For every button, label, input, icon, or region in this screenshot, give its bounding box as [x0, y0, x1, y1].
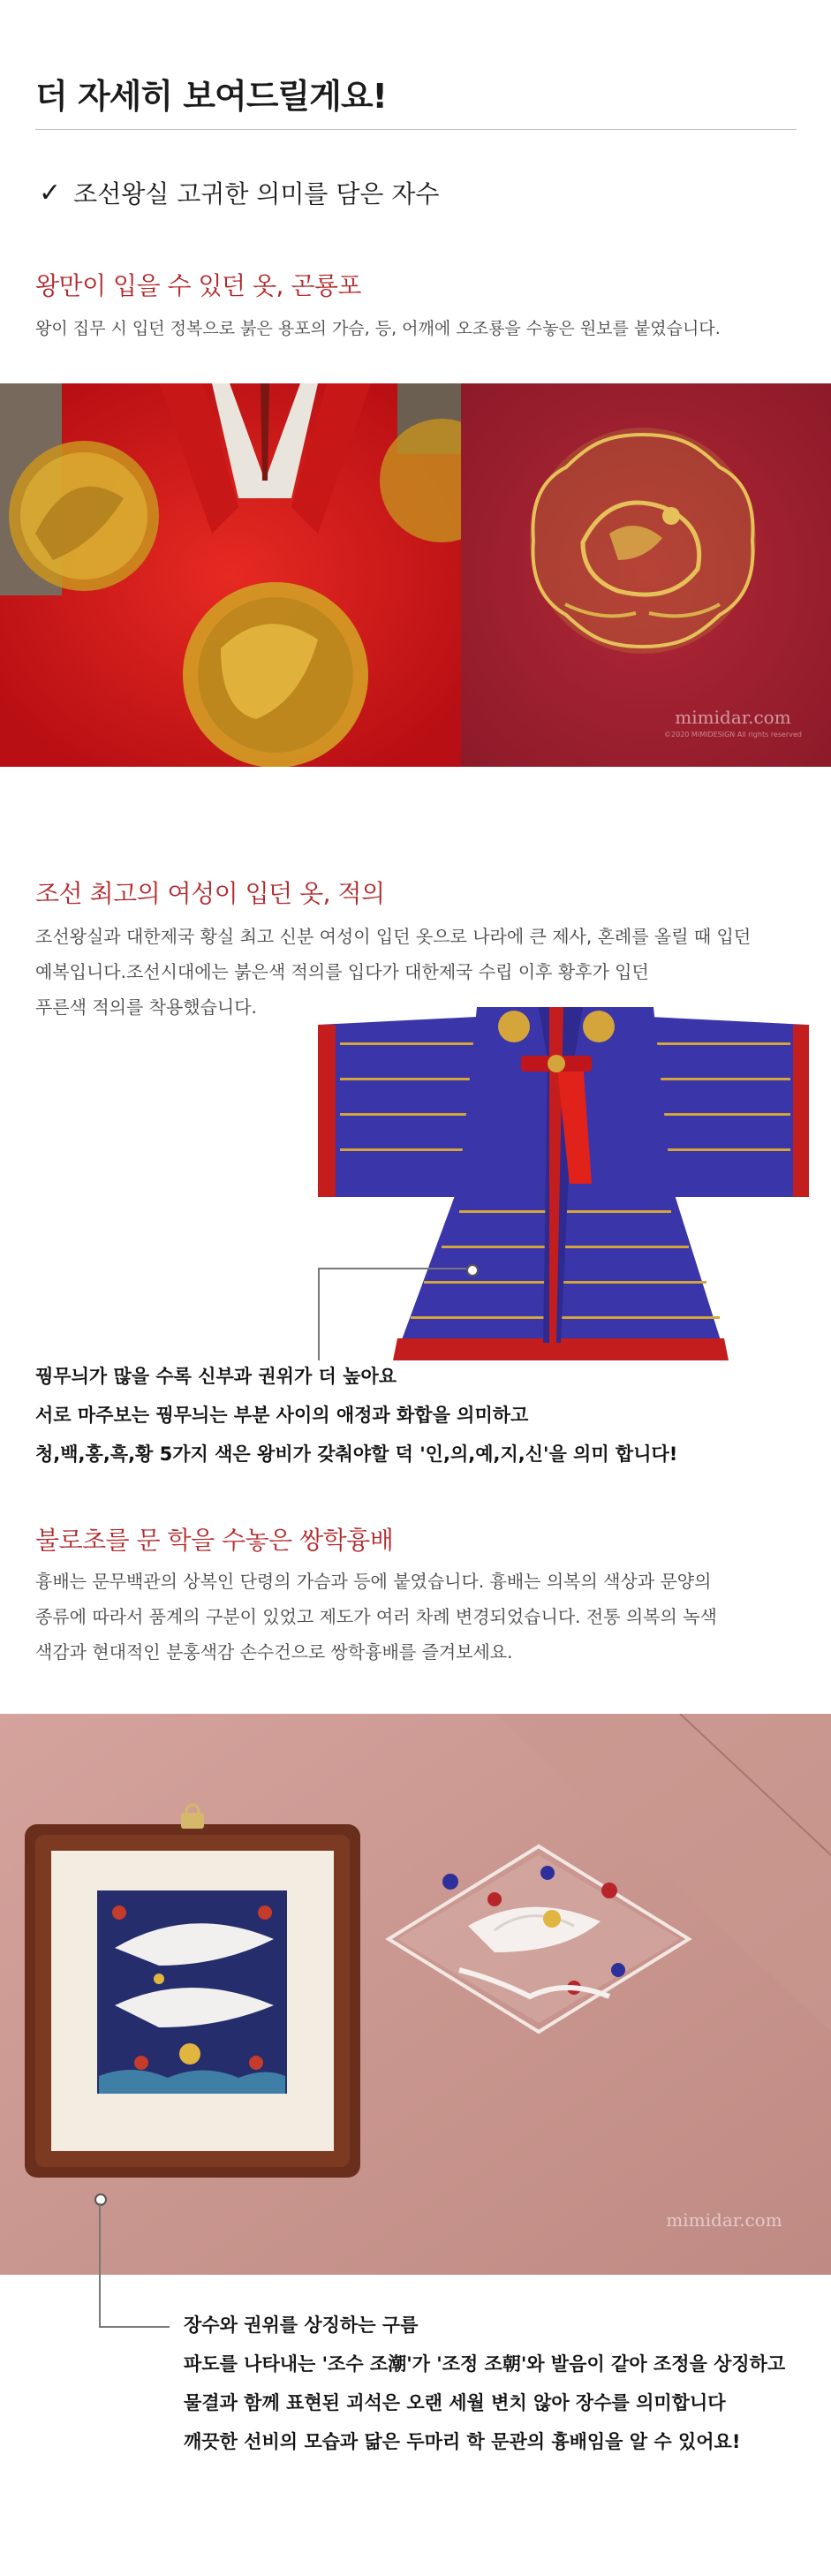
gonryongpo-photo [0, 383, 831, 767]
caption-line: 물결과 함께 표현된 괴석은 오랜 세월 변치 않아 장수를 의미합니다 [184, 2392, 726, 2413]
caption-line: 청,백,홍,흑,황 5가지 색은 왕비가 갖춰야할 덕 '인,의,예,지,신'을 의미 합니다! [35, 1443, 678, 1465]
hyungbae-photo [0, 1714, 831, 2275]
desc-line: 색감과 현대적인 분홍색감 손수건으로 쌍학흉배를 즐겨보세요. [35, 1641, 513, 1663]
pointer-dot [466, 1264, 479, 1277]
divider [35, 129, 797, 130]
section-title-hyungbae: 불로초를 문 학을 수놓은 쌍학흉배 [35, 1526, 394, 1555]
copyright-text: ©2020 MIMIDESIGN All rights reserved [664, 731, 802, 739]
hyungbae-caption [184, 2306, 785, 2461]
watermark: mimidar.com [666, 2209, 782, 2231]
section-title-gonryongpo: 왕만이 입을 수 있던 옷, 곤룡포 [35, 271, 361, 300]
page-title: 더 자세히 보여드릴게요! [35, 77, 387, 116]
pointer-line [99, 2326, 170, 2328]
section-title-jeogui: 조선 최고의 여성이 입던 옷, 적의 [35, 879, 385, 908]
desc-line: 푸른색 적의를 착용했습니다. [35, 996, 257, 1018]
section-desc-gonryongpo: 왕이 집무 시 입던 정복으로 붉은 용포의 가슴, 등, 어깨에 오조룡을 수놓은 원보를 붙였습니다. [35, 319, 721, 338]
desc-line: 흉배는 문무백관의 상복인 단령의 가슴과 등에 붙였습니다. 흉배는 의복의 색상과 문양의 [35, 1571, 712, 1592]
caption-line: 장수와 권위를 상징하는 구름 [184, 2315, 419, 2336]
pointer-line [99, 2203, 101, 2327]
desc-line: 조선왕실과 대한제국 황실 최고 신분 여성이 입던 옷으로 나라에 큰 제사, 혼례를 올릴 때 입던 [35, 926, 752, 947]
caption-line: 서로 마주보는 꿩무늬는 부분 사이의 애정과 화합을 의미하고 [35, 1405, 529, 1426]
intro-row [39, 175, 439, 210]
pointer-dot [94, 2193, 107, 2206]
intro-text: 조선왕실 고귀한 의미를 담은 자수 [73, 179, 440, 208]
desc-line: 종류에 따라서 품계의 구분이 있었고 제도가 여러 차례 변경되었습니다. 전통 의복의 녹색 [35, 1606, 717, 1627]
caption-line: 파도를 나타내는 '조수 조潮'가 '조정 조朝'와 발음이 같아 조정을 상징하고 [184, 2353, 786, 2375]
caption-line: 꿩무늬가 많을 수록 신부과 권위가 더 높아요 [35, 1366, 397, 1387]
caption-line: 깨끗한 선비의 모습과 닮은 두마리 학 문관의 흉배임을 알 수 있어요! [184, 2431, 741, 2452]
jeogui-caption [35, 1357, 677, 1474]
pointer-line [318, 1268, 468, 1269]
desc-line: 예복입니다.조선시대에는 붉은색 적의를 입다가 대한제국 수립 이후 황후가 입던 [35, 961, 649, 982]
watermark: mimidar.com [675, 707, 791, 728]
jeogui-robe-photo [318, 1007, 812, 1378]
pointer-line [318, 1268, 320, 1360]
section-desc-hyungbae [35, 1564, 717, 1670]
check-icon: ✓ [39, 177, 62, 208]
